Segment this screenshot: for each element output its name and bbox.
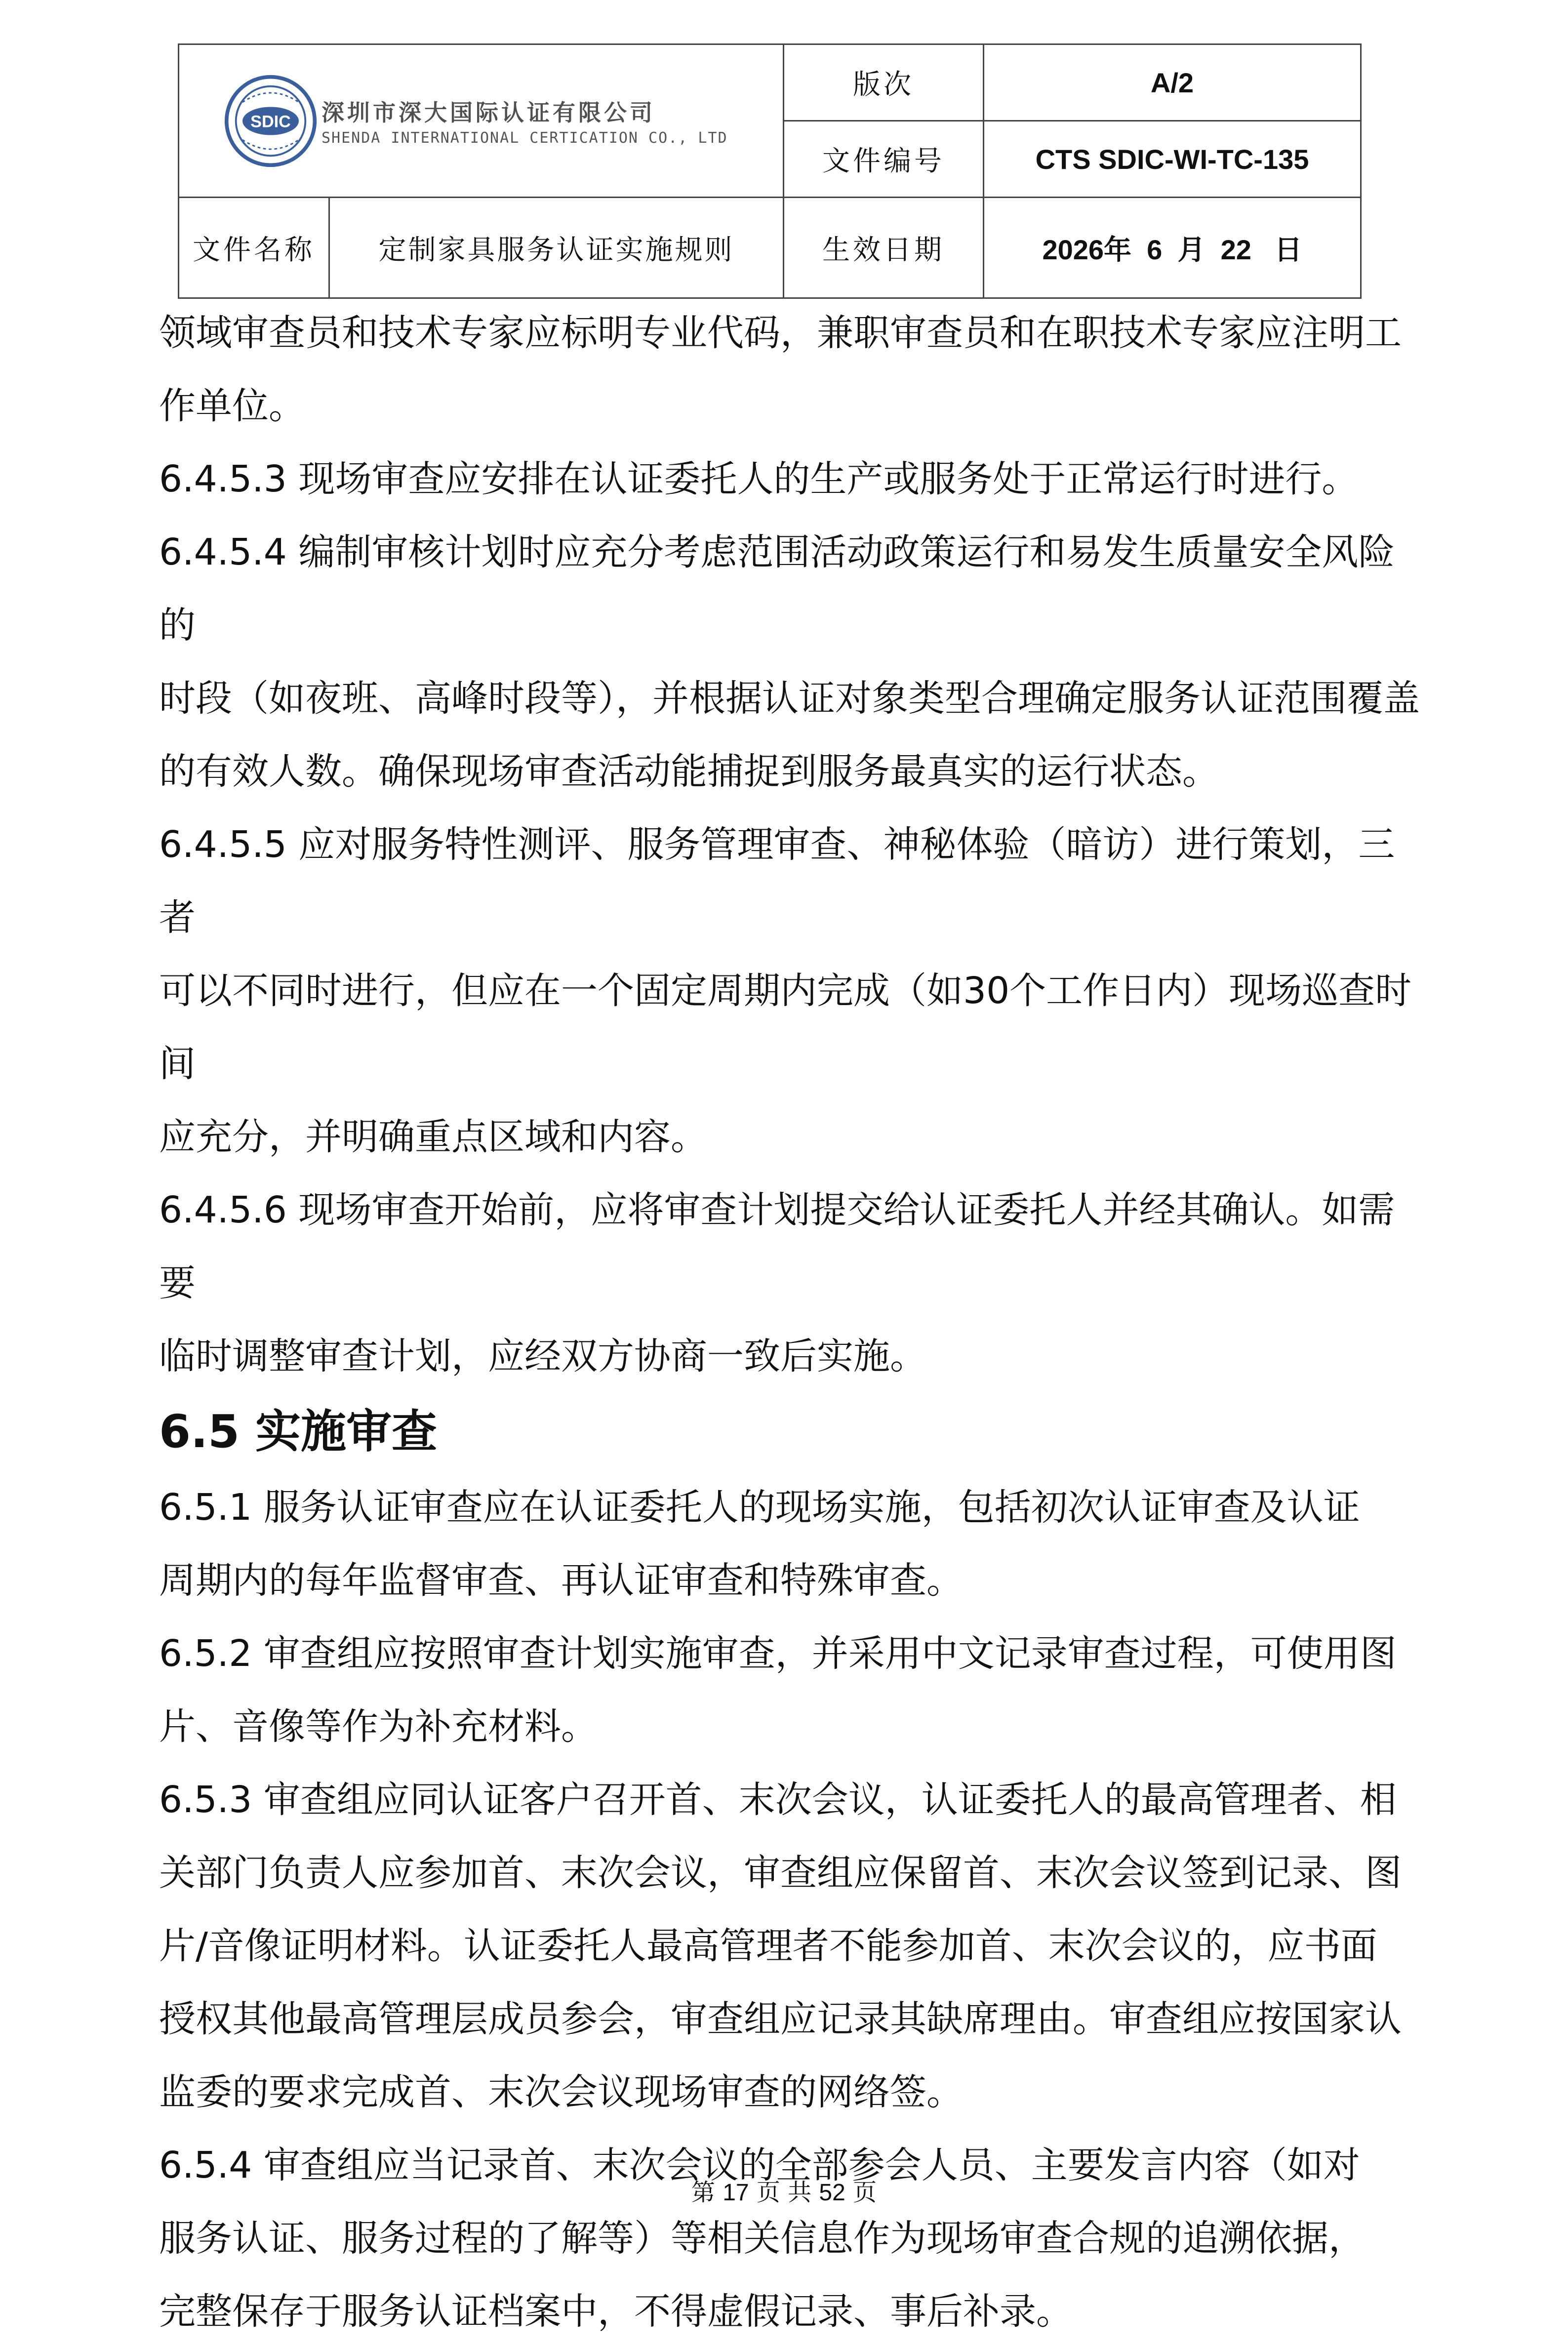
- text-line: 作单位。: [159, 385, 305, 427]
- paragraph: [159, 808, 1423, 1174]
- paragraph: [159, 516, 1423, 808]
- total-page-number: 52: [819, 2180, 845, 2206]
- text-line: 关部门负责人应参加首、末次会议，审查组应保留首、末次会议签到记录、图: [159, 1852, 1402, 1894]
- date-day: 22: [1220, 234, 1251, 265]
- current-page-number: 17: [723, 2180, 749, 2206]
- date-month-unit: 月: [1177, 234, 1206, 265]
- file-name-value: 定制家具服务认证实施规则: [329, 198, 784, 298]
- version-label: 版次: [784, 44, 984, 121]
- date-month: 6: [1147, 234, 1163, 265]
- total-prefix: 共: [788, 2179, 812, 2206]
- file-number-value: CTS SDIC-WI-TC-135: [984, 121, 1361, 198]
- text-line: 监委的要求完成首、末次会议现场审查的网络签。: [159, 2071, 963, 2113]
- page-prefix: 第: [691, 2179, 715, 2206]
- text-line: 临时调整审查计划，应经双方协商一致后实施。: [159, 1335, 926, 1377]
- section-heading: 6.5 实施审查: [159, 1405, 438, 1458]
- company-logo-cell: [179, 44, 784, 198]
- text-line: 周期内的每年监督审查、再认证审查和特殊审查。: [159, 1559, 963, 1602]
- company-name-cn: 深圳市深大国际认证有限公司: [322, 99, 655, 126]
- text-line: 6.5.4 审查组应当记录首、末次会议的全部参会人员、主要发言内容（如对: [159, 2144, 1360, 2186]
- date-year-unit: 年: [1104, 234, 1132, 265]
- text-line: 应充分，并明确重点区域和内容。: [159, 1116, 707, 1158]
- date-day-unit: 日: [1274, 234, 1302, 265]
- text-line: 6.4.5.5 应对服务特性测评、服务管理审查、神秘体验（暗访）进行策划，三者: [159, 823, 1395, 939]
- seal-text: SDIC: [250, 112, 291, 131]
- text-line: 6.4.5.4 编制审核计划时应充分考虑范围活动政策运行和易发生质量安全风险的: [159, 531, 1395, 647]
- paragraph: [159, 1471, 1423, 1617]
- total-unit: 页: [853, 2179, 877, 2206]
- text-line: 完整保存于服务认证档案中，不得虚假记录、事后补录。: [159, 2290, 1073, 2333]
- version-value: A/2: [984, 44, 1361, 121]
- page-footer: [0, 2173, 1568, 2207]
- paragraph: [159, 443, 1423, 516]
- date-year: 2026: [1042, 234, 1104, 265]
- company-seal-logo: [224, 74, 318, 168]
- paragraph: [159, 1763, 1423, 2129]
- text-line: 授权其他最高管理层成员参会，审查组应记录其缺席理由。审查组应按国家认: [159, 1998, 1402, 2040]
- effective-date-label: 生效日期: [784, 198, 984, 298]
- page-unit: 页: [756, 2179, 780, 2206]
- paragraph: [159, 1174, 1423, 1393]
- file-name-label: 文件名称: [179, 198, 329, 298]
- text-line: 6.5.2 审查组应按照审查计划实施审查，并采用中文记录审查过程，可使用图: [159, 1632, 1397, 1675]
- paragraph: [159, 2129, 1423, 2348]
- text-line: 的有效人数。确保现场审查活动能捕捉到服务最真实的运行状态。: [159, 750, 1219, 793]
- text-line: 片、音像等作为补充材料。: [159, 1705, 598, 1748]
- text-line: 6.4.5.3 现场审查应安排在认证委托人的生产或服务处于正常运行时进行。: [159, 458, 1359, 500]
- text-line: 6.4.5.6 现场审查开始前，应将审查计划提交给认证委托人并经其确认。如需要: [159, 1189, 1395, 1304]
- text-line: 片/音像证明材料。认证委托人最高管理者不能参加首、末次会议的，应书面: [159, 1925, 1377, 1967]
- paragraph: [159, 1617, 1423, 1763]
- text-line: 服务认证、服务过程的了解等）等相关信息作为现场审查合规的追溯依据，: [159, 2217, 1365, 2260]
- file-number-label: 文件编号: [784, 121, 984, 198]
- document-body: [159, 296, 1423, 2348]
- text-line: 6.5.1 服务认证审查应在认证委托人的现场实施，包括初次认证审查及认证: [159, 1486, 1360, 1529]
- effective-date-value: [984, 198, 1361, 298]
- text-line: 可以不同时进行，但应在一个固定周期内完成（如30个工作日内）现场巡查时间: [159, 970, 1412, 1085]
- text-line: 6.5.3 审查组应同认证客户召开首、末次会议，认证委托人的最高管理者、相: [159, 1779, 1397, 1821]
- text-line: 领域审查员和技术专家应标明专业代码，兼职审查员和在职技术专家应注明工: [159, 312, 1402, 354]
- document-header-table: [178, 43, 1362, 299]
- company-name-en: SHENDA INTERNATIONAL CERTICATION CO., LTD: [322, 129, 728, 147]
- paragraph: [159, 296, 1423, 443]
- text-line: 时段（如夜班、高峰时段等），并根据认证对象类型合理确定服务认证范围覆盖: [159, 677, 1420, 720]
